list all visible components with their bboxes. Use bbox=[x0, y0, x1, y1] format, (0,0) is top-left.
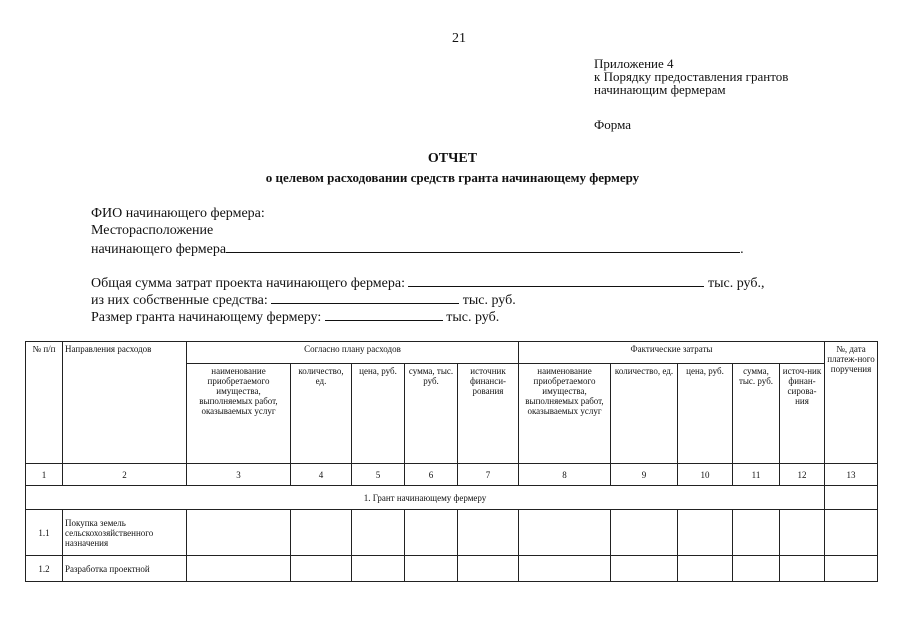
column-number: 3 bbox=[187, 464, 291, 486]
header-plan-name: наименование приобретаемого имущества, выполняемых работ, оказываемых услуг bbox=[187, 364, 291, 464]
column-number: 5 bbox=[352, 464, 405, 486]
table-cell[interactable] bbox=[825, 510, 878, 556]
table-cell[interactable] bbox=[352, 510, 405, 556]
header-fact-source: источ-ник финан-сирова-ния bbox=[780, 364, 825, 464]
table-row bbox=[26, 556, 878, 582]
table-row bbox=[26, 510, 878, 556]
own-funds-field[interactable] bbox=[271, 291, 459, 304]
column-number: 7 bbox=[458, 464, 519, 486]
table-cell[interactable] bbox=[519, 556, 611, 582]
column-number: 12 bbox=[780, 464, 825, 486]
appendix-note bbox=[594, 57, 788, 96]
header-num: № п/п bbox=[26, 342, 63, 464]
column-number: 4 bbox=[291, 464, 352, 486]
header-plan-source: источник финанси-рования bbox=[458, 364, 519, 464]
location-label-1: Месторасположение bbox=[91, 223, 214, 238]
own-funds-row bbox=[91, 291, 516, 309]
table-cell[interactable] bbox=[291, 510, 352, 556]
header-plan-qty: количество, ед. bbox=[291, 364, 352, 464]
column-number: 6 bbox=[405, 464, 458, 486]
fio-label: ФИО начинающего фермера: bbox=[91, 206, 265, 221]
row-direction: Покупка земель сельскохозяйственного назначения bbox=[63, 510, 187, 556]
section-row bbox=[26, 486, 878, 510]
total-label: Общая сумма затрат проекта начинающего фермера: bbox=[91, 276, 405, 291]
table-cell[interactable] bbox=[733, 556, 780, 582]
table-cell[interactable] bbox=[291, 556, 352, 582]
table-cell[interactable] bbox=[780, 556, 825, 582]
table-cell[interactable] bbox=[519, 510, 611, 556]
total-row bbox=[91, 274, 764, 292]
table-cell[interactable] bbox=[405, 556, 458, 582]
location-row bbox=[91, 240, 744, 258]
appendix-line-1: Приложение 4 bbox=[594, 56, 674, 71]
location-label-2: начинающего фермера bbox=[91, 242, 227, 257]
table-cell[interactable] bbox=[825, 556, 878, 582]
total-field[interactable] bbox=[408, 274, 704, 287]
table-cell[interactable] bbox=[187, 556, 291, 582]
column-number: 9 bbox=[611, 464, 678, 486]
column-number: 8 bbox=[519, 464, 611, 486]
column-number: 11 bbox=[733, 464, 780, 486]
header-fact-group: Фактические затраты bbox=[519, 342, 825, 364]
column-number: 13 bbox=[825, 464, 878, 486]
grant-unit: тыс. руб. bbox=[446, 310, 500, 325]
document-subtitle: о целевом расходовании средств гранта начинающему фермеру bbox=[265, 170, 640, 185]
header-plan-price: цена, руб. bbox=[352, 364, 405, 464]
header-fact-sum: сумма, тыс. руб. bbox=[733, 364, 780, 464]
appendix-line-2: к Порядку предоставления грантов bbox=[594, 69, 789, 84]
row-direction: Разработка проектной bbox=[63, 556, 187, 582]
header-order: №, дата платеж-ного поручения bbox=[825, 342, 878, 464]
table-cell[interactable] bbox=[187, 510, 291, 556]
location-period: . bbox=[740, 242, 744, 257]
page-number: 21 bbox=[452, 31, 466, 46]
row-num: 1.2 bbox=[26, 556, 63, 582]
header-fact-name: наименование приобретаемого имущества, выполняемых работ, оказываемых услуг bbox=[519, 364, 611, 464]
table-header-row-1 bbox=[26, 342, 878, 364]
grant-row bbox=[91, 308, 499, 326]
appendix-line-3: начинающим фермерам bbox=[594, 82, 726, 97]
table-cell[interactable] bbox=[458, 556, 519, 582]
table-cell[interactable] bbox=[458, 510, 519, 556]
own-funds-label: из них собственные средства: bbox=[91, 293, 268, 308]
header-fact-price: цена, руб. bbox=[678, 364, 733, 464]
header-plan-sum: сумма, тыс. руб. bbox=[405, 364, 458, 464]
column-number: 2 bbox=[63, 464, 187, 486]
table-cell[interactable] bbox=[405, 510, 458, 556]
own-funds-unit: тыс. руб. bbox=[462, 293, 516, 308]
table-cell[interactable] bbox=[780, 510, 825, 556]
table-cell[interactable] bbox=[825, 486, 878, 510]
form-label: Форма bbox=[594, 117, 631, 132]
report-table bbox=[25, 341, 878, 582]
section-title: 1. Грант начинающему фермеру bbox=[26, 486, 825, 510]
document-title: ОТЧЕТ bbox=[427, 151, 478, 166]
table-cell[interactable] bbox=[678, 556, 733, 582]
table-cell[interactable] bbox=[733, 510, 780, 556]
column-number: 10 bbox=[678, 464, 733, 486]
row-num: 1.1 bbox=[26, 510, 63, 556]
grant-field[interactable] bbox=[325, 308, 443, 321]
column-number-row bbox=[26, 464, 878, 486]
header-direction: Направления расходов bbox=[63, 342, 187, 464]
header-fact-qty: количество, ед. bbox=[611, 364, 678, 464]
grant-label: Размер гранта начинающему фермеру: bbox=[91, 310, 322, 325]
location-field[interactable] bbox=[226, 240, 740, 253]
column-number: 1 bbox=[26, 464, 63, 486]
table-cell[interactable] bbox=[611, 556, 678, 582]
header-plan-group: Согласно плану расходов bbox=[187, 342, 519, 364]
table-cell[interactable] bbox=[678, 510, 733, 556]
total-unit: тыс. руб., bbox=[707, 276, 765, 291]
table-cell[interactable] bbox=[352, 556, 405, 582]
table-cell[interactable] bbox=[611, 510, 678, 556]
